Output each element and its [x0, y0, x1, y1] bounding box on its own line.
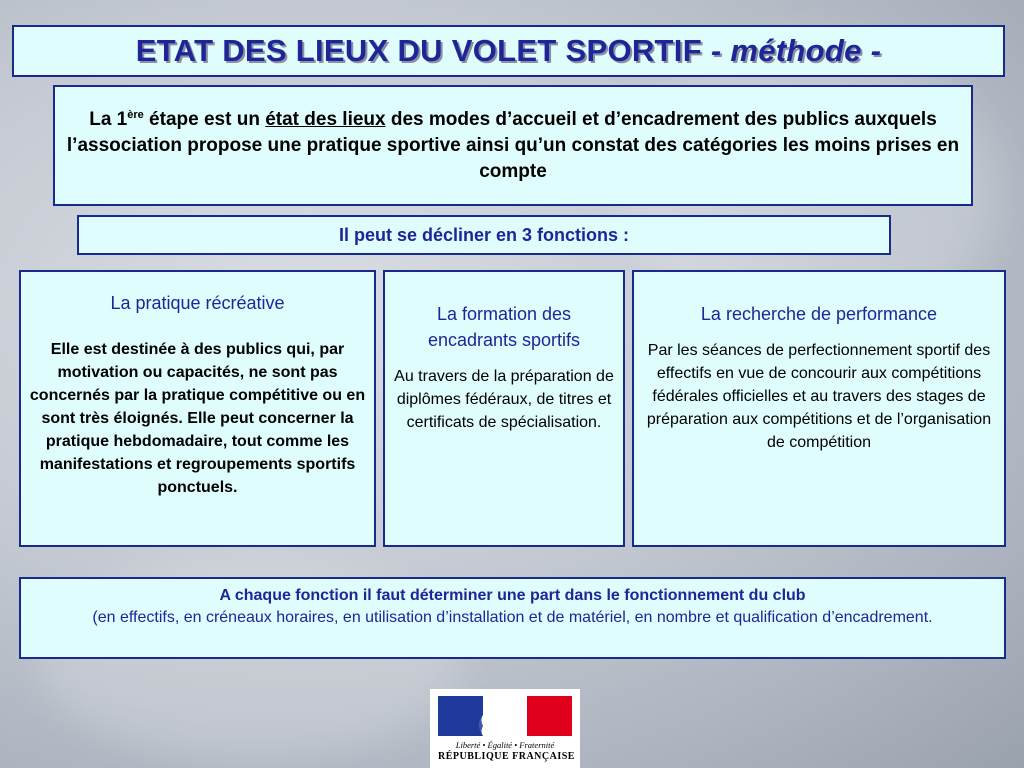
intro-text — [55, 107, 971, 185]
intro-underlined: état des lieux — [265, 109, 386, 130]
intro-part3: des modes d’accueil et d’encadrement des publics auxquels l’association propose une pratique sportive ainsi qu’un constat des catégories les moins prises en compte — [66, 109, 960, 182]
marianne-icon — [467, 702, 507, 736]
slide-title — [12, 25, 1005, 77]
conclusion-line2: (en effectifs, en créneaux horaires, en utilisation d’installation et de matériel, en nombre et qualification d’encadrement. — [92, 609, 933, 626]
tricolor-flag-icon — [438, 696, 572, 736]
function-heading: La formation des encadrants sportifs — [427, 304, 581, 350]
republique-francaise-logo — [430, 689, 580, 768]
intro-part2: étape est un — [143, 109, 266, 130]
conclusion-line1: A chaque fonction il faut déterminer une part dans le fonctionnement du club — [219, 587, 806, 604]
intro-box — [53, 85, 973, 206]
subtitle-text: Il peut se décliner en 3 fonctions : — [338, 224, 630, 245]
subtitle-box — [77, 215, 891, 255]
function-text: Au travers de la préparation de diplômes fédéraux, de titres et certificats de spécialisation. — [394, 368, 614, 431]
intro-part1: La 1 — [89, 109, 128, 130]
republic-motto: Liberté • Égalité • Fraternité — [455, 740, 555, 750]
conclusion-box — [19, 577, 1006, 659]
title-main: ETAT DES LIEUX DU VOLET SPORTIF — [135, 33, 702, 68]
republic-name: RÉPUBLIQUE FRANÇAISE — [438, 751, 575, 762]
function-heading: La pratique récréative — [110, 293, 285, 313]
function-performance — [632, 270, 1006, 547]
slide-title-text — [136, 33, 881, 69]
title-sub: - méthode - — [701, 33, 882, 68]
function-heading: La recherche de performance — [700, 304, 938, 324]
function-recreative — [19, 270, 376, 547]
function-text: Elle est destinée à des publics qui, par motivation ou capacités, ne sont pas concernés par la pratique compétitive ou en sont très éloignés. Elle peut concerner la pratique hebdomadaire, tout comme les manifestations et regroupements sportifs ponctuels. — [29, 341, 366, 496]
function-formation — [383, 270, 625, 547]
function-text: Par les séances de perfectionnement sportif des effectifs en vue de concourir aux compétitions fédérales officielles et au travers des stages de préparation aux compétitions et de l’organisation de compétition — [646, 342, 992, 451]
intro-superscript: ère — [127, 109, 144, 121]
